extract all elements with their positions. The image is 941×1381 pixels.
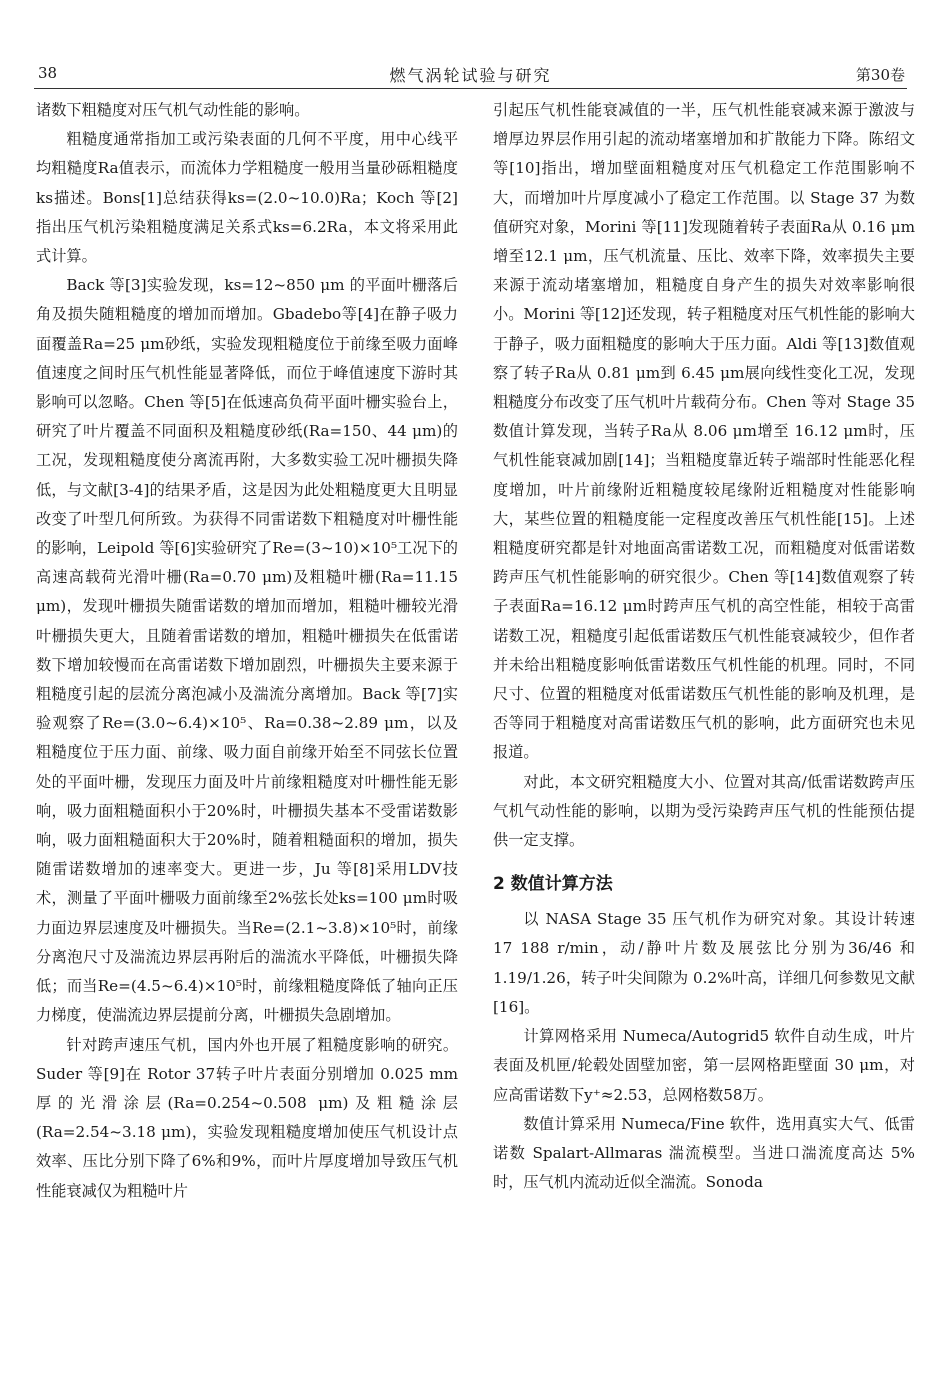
page-number: 38: [38, 64, 58, 82]
paragraph: 数值计算采用 Numeca/Fine 软件，选用真实大气、低雷诺数 Spalart-Allmaras 湍流模型。当进口湍流度高达 5%时，压气机内流动近似全湍流。Sonoda: [493, 1114, 915, 1192]
header-rule: [34, 88, 907, 89]
paragraph: 引起压气机性能衰减值的一半，压气机性能衰减来源于激波与增厚边界层作用引起的流动堵塞增加和扩散能力下降。陈绍文等[10]指出，增加壁面粗糙度对压气机稳定工作范围影响不大，而增加叶片厚度减小了稳定工作范围。以 Stage 37 为数值研究对象，Morini 等[11]发现随着转子表面Ra从 0.16 μm增至12.1 μm，压气机流量、压比、效率下降，效率损失主要来源于流动堵塞增加，粗糙度自身产生的损失对效率影响很小。Morini 等[12]还发现，转子粗糙度对压气机性能的影响大于静子，吸力面粗糙度的影响大于压力面。Aldi 等[13]数值观察了转子Ra从 0.81 μm到 6.45 μm展向线性变化工况，发现粗糙度分布改变了压气机叶片载荷分布。Chen 等对 Stage 35 数值计算发现，当转子Ra从 8.06 μm增至 16.12 μm时，压气机性能衰减加剧[14]；当粗糙度靠近转子端部时性能恶化程度增加，叶片前缘附近粗糙度较尾缘附近粗糙度对性能影响大，某些位置的粗糙度能一定程度改善压气机性能[15]。上述粗糙度研究都是针对地面高雷诺数工况，而粗糙度对低雷诺数跨声压气机性能影响的研究很少。Chen 等[14]数值观察了转子表面Ra=16.12 μm时跨声压气机的高空性能，相较于高雷诺数工况，粗糙度引起低雷诺数压气机性能衰减较少，但作者并未给出粗糙度影响低雷诺数压气机性能的机理。同时，不同尺寸、位置的粗糙度对低雷诺数压气机性能的影响及机理，是否等同于粗糙度对高雷诺数压气机的影响，此方面研究也未见报道。: [493, 101, 916, 762]
paragraph: 粗糙度通常指加工或污染表面的几何不平度，用中心线平均粗糙度Ra值表示，而流体力学粗糙度一般用当量砂砾粗糙度ks描述。Bons[1]总结获得ks=(2.0~10.0)Ra；Koch 等[2]指出压气机污染粗糙度满足关系式ks=6.2Ra，本文将采用此式计算。: [36, 130, 458, 266]
section-heading: 2 数值计算方法: [493, 874, 613, 895]
paragraph: 针对跨声速压气机，国内外也开展了粗糙度影响的研究。Suder 等[9]在 Rotor 37转子叶片表面分别增加 0.025 mm 厚的光滑涂层(Ra=0.254~0.508 μm)及粗糙涂层(Ra=2.54~3.18 μm)，实验发现粗糙度增加使压气机设计点效率、压比分别下降了6%和9%，而叶片厚度增加导致压气机性能衰减仅为粗糙叶片: [36, 1035, 458, 1200]
volume-label: 第30卷: [855, 66, 905, 84]
paragraph: Back 等[3]实验发现，ks=12~850 μm 的平面叶栅落后角及损失随粗糙度的增加而增加。Gbadebo等[4]在静子吸力面覆盖Ra=25 μm砂纸，实验发现粗糙度位于前缘至吸力面峰值速度之间时压气机性能显著降低，而位于峰值速度下游时其影响可以忽略。Chen 等[5]在低速高负荷平面叶栅实验台上，研究了叶片覆盖不同面积及粗糙度砂纸(Ra=150、44 μm)的工况，发现粗糙度使分离流再附，大多数实验工况叶栅损失降低，与文献[3-4]的结果矛盾，这是因为此处粗糙度更大且明显改变了叶型几何所致。为获得不同雷诺数下粗糙度对叶栅性能的影响，Leipold 等[6]实验研究了Re=(3~10)×10⁵工况下的高速高载荷光滑叶栅(Ra=0.70 μm)及粗糙叶栅(Ra=11.15 μm)，发现叶栅损失随雷诺数的增加而增加，粗糙叶栅较光滑叶栅损失更大，且随着雷诺数的增加，粗糙叶栅损失在低雷诺数下增加较慢而在高雷诺数下增加剧烈，叶栅损失主要来源于粗糙度引起的层流分离泡减小及湍流分离增加。Back 等[7]实验观察了Re=(3.0~6.4)×10⁵、Ra=0.38~2.89 μm，以及粗糙度位于压力面、前缘、吸力面自前缘开始至不同弦长位置处的平面叶栅，发现压力面及叶片前缘粗糙度对叶栅性能无影响，吸力面粗糙面积小于20%时，叶栅损失基本不受雷诺数影响，吸力面粗糙面积大于20%时，随着粗糙面积的增加，损失随雷诺数增加的速率变大。更进一步，Ju 等[8]采用LDV技术，测量了平面叶栅吸力面前缘至2%弦长处ks=100 μm时吸力面边界层速度及叶栅损失。当Re=(2.1~3.8)×10⁵时，前缘分离泡尺寸及湍流边界层再附后的湍流水平降低，叶栅损失降低；而当Re=(4.5~6.4)×10⁵时，前缘粗糙度降低了轴向正压力梯度，使湍流边界层提前分离，叶栅损失急剧增加。: [36, 276, 458, 1025]
page-header: [34, 60, 907, 88]
journal-title: 燃气涡轮试验与研究: [389, 66, 552, 85]
left-column: [36, 96, 458, 1206]
paragraph: 诸数下粗糙度对压气机气动性能的影响。: [36, 101, 310, 119]
paragraph: 计算网格采用 Numeca/Autogrid5 软件自动生成，叶片表面及机匣/轮毂处固壁加密，第一层网格距壁面 30 μm，对应高雷诺数下y⁺≈2.53，总网格数58万。: [493, 1027, 915, 1104]
paragraph: 以 NASA Stage 35 压气机作为研究对象。其设计转速 17 188 r/min，动/静叶片数及展弦比分别为36/46 和 1.19/1.26，转子叶尖间隙为 0.2%叶高，详细几何参数见文献[16]。: [493, 910, 915, 1016]
paragraph: 对此，本文研究粗糙度大小、位置对其高/低雷诺数跨声压气机气动性能的影响，以期为受污染跨声压气机的性能预估提供一定支撑。: [493, 772, 915, 850]
right-column: [493, 96, 915, 1197]
